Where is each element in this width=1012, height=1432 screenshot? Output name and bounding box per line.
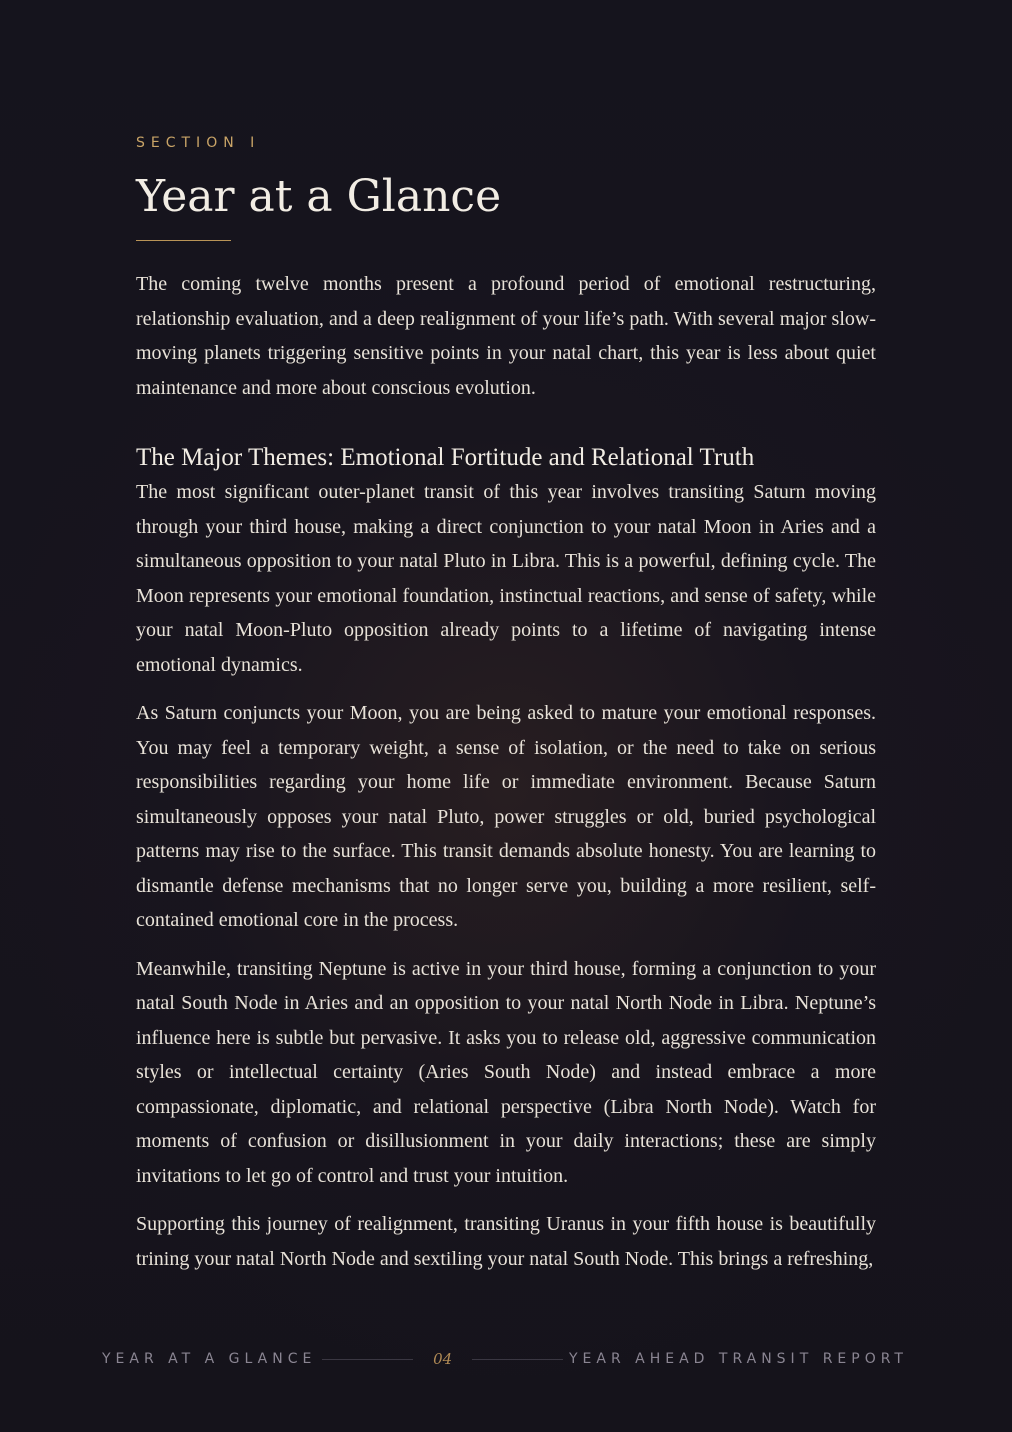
intro-paragraph: The coming twelve months present a profound period of emotional restructuring, relationship evaluation, and a deep realignment of your life’s path. With several major slow-moving planets triggering sensitive points in your natal chart, this year is less about quiet maintenance and more about conscious evolution. [136, 273, 876, 399]
footer-report-title: YEAR AHEAD TRANSIT REPORT [569, 1351, 908, 1367]
subsection-heading: The Major Themes: Emotional Fortitude and Relational Truth [136, 444, 755, 471]
body-paragraph-saturn: The most significant outer-planet transit of this year involves transiting Saturn moving through your third house, making a direct conjunction to your natal Moon in Aries and a simultaneous opposition to your natal Pluto in Libra. This is a powerful, defining cycle. The Moon represents your emotional foundation, instinctual reactions, and sense of safety, while your natal Moon-Pluto opposition already points to a lifetime of navigating intense emotional dynamics. [136, 481, 876, 676]
footer-section-name: YEAR AT A GLANCE [102, 1351, 317, 1367]
page-number: 04 [433, 1350, 453, 1368]
body-paragraph-saturn-moon: As Saturn conjuncts your Moon, you are being asked to mature your emotional responses. You may feel a temporary weight, a sense of isolation, or the need to take on serious responsibilities regarding your home life or immediate environment. Because Saturn simultaneously opposes your natal Pluto, power struggles or old, buried psychological patterns may rise to the surface. This transit demands absolute honesty. You are learning to dismantle defense mechanisms that no longer serve you, building a more resilient, self-contained emotional core in the process. [136, 702, 876, 931]
footer-divider-left [322, 1359, 413, 1360]
page-content [136, 132, 876, 1276]
body-paragraph-uranus: Supporting this journey of realignment, transiting Uranus in your fifth house is beautifully trining your natal North Node and sextiling your natal South Node. This brings a refreshing, [136, 1213, 876, 1270]
body-paragraph-neptune: Meanwhile, transiting Neptune is active in your third house, forming a conjunction to your natal South Node in Aries and an opposition to your natal North Node in Libra. Neptune’s influence here is subtle but pervasive. It asks you to release old, aggressive communication styles or intellectual certainty (Aries South Node) and instead embrace a more compassionate, diplomatic, and relational perspective (Libra North Node). Watch for moments of confusion or disillusionment in your daily interactions; these are simply invitations to let go of control and trust your intuition. [136, 957, 876, 1187]
title-divider [136, 240, 231, 241]
section-label: SECTION I [136, 135, 261, 151]
page-title: Year at a Glance [136, 171, 502, 222]
page-footer [102, 1348, 908, 1370]
footer-divider-right [472, 1359, 563, 1360]
